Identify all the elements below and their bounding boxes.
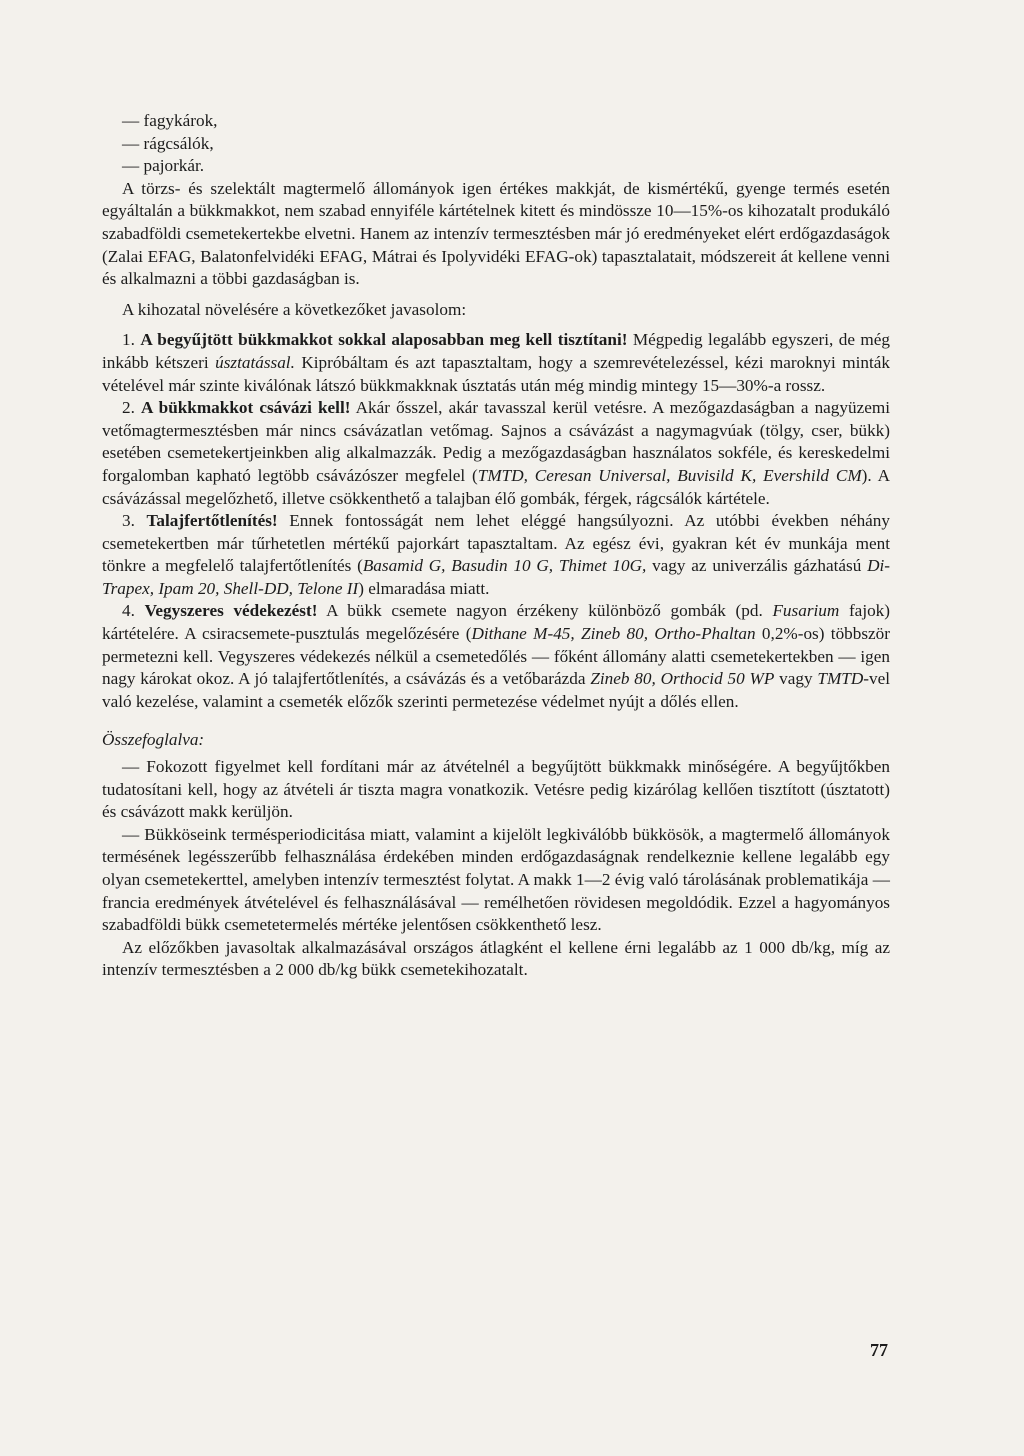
item-text: -vel való kezelése, valamint a csemeték előzők szerinti permetezése védelmet nyújt a dőlés ellen. bbox=[102, 669, 890, 711]
list-item: — fagykárok, bbox=[122, 111, 218, 130]
item-italic: úsztatással. bbox=[215, 352, 295, 372]
item-text: ). A csávázással megelőzhető, illetve csökkenthető a talajban élő gombák, férgek, rágcsálók kártétele. bbox=[102, 465, 891, 508]
item-text: 0,2%-os) többször permetezni kell. Vegyszeres védekezés nélkül a csemetedőlés — főként állomány alatti csemetekertekben — igen nagy károkat okoz. A jó talajfertőtlenítés, a csávázás és a vetőbarázda bbox=[102, 624, 890, 689]
item-text: Akár ősszel, akár tavasszal kerül vetésre. A mezőgazdaságban a nagyüzemi vetőmagtermesztésben már nincs csávázatlan vetőmag. Sajnos a csávázást a nagymagvúak (tölgy, cser, bükk) esetében csemetekertjeinkben alig alkalmazzák. Pedig a mezőgazdaságban használatos sokféle, és kereskedelmi forgalomban kapható legtöbb csávázószer megfelel ( bbox=[102, 398, 890, 485]
summary-paragraph: — Fokozott figyelmet kell fordítani már az átvételnél a begyűjtött bükkmakk minőségére. A begyűjtőkben tudatosítani kell, hogy az átvételi ár tiszta magra vonatkozik. Vetésre pedig kizárólag kellően tisztított (úsztatott) és csávázott makk kerüljön. bbox=[102, 757, 890, 822]
item-text: ) elmaradása miatt. bbox=[358, 578, 490, 598]
item-number: 4. bbox=[122, 601, 135, 621]
paragraph-lead: A kihozatal növelésére a következőket javasolom: bbox=[122, 299, 467, 319]
item-number: 1. bbox=[122, 330, 135, 350]
item-text: vagy bbox=[774, 669, 818, 689]
item-number: 2. bbox=[122, 398, 135, 418]
summary-heading: Összefoglalva: bbox=[102, 730, 205, 750]
numbered-item-2 bbox=[102, 397, 890, 510]
numbered-item-1 bbox=[102, 329, 890, 397]
item-italic: Dithane M-45, Zineb 80, Ortho-Phaltan bbox=[471, 624, 756, 644]
paragraph-intro: A törzs- és szelektált magtermelő állományok igen értékes makkját, de kismértékű, gyenge termés esetén egyáltalán a bükkmakkot, nem szabad ennyiféle kártételnek kitett és mindössze 10—15%-os kihozatalt produkáló szabadföldi csemetekertekbe elvetni. Hanem az intenzív termesztésben már jó eredményeket elért erdőgazdaságok (Zalai EFAG, Balatonfelvidéki EFAG, Mátrai és Ipolyvidéki EFAG-ok) tapasztalatait, módszereit át kellene venni és alkalmazni a többi gazdaságban is. bbox=[102, 178, 890, 289]
body-text bbox=[102, 110, 890, 982]
item-text: Kipróbáltam és azt tapasztaltam, hogy a szemrevételezéssel, kézi maroknyi minták vételével már szinte kiválónak látszó bükkmakknak úsztatás után még mindig mintegy 15—30%-a rossz. bbox=[102, 352, 890, 395]
item-italic: Basamid G, Basudin 10 G, Thimet 10G, bbox=[362, 556, 647, 576]
item-heading: Vegyszeres védekezést! bbox=[144, 601, 318, 621]
page-number: 77 bbox=[870, 1340, 888, 1360]
numbered-item-4 bbox=[102, 600, 890, 713]
numbered-item-3 bbox=[102, 510, 890, 600]
list-item: — pajorkár. bbox=[122, 156, 205, 176]
item-heading: A begyűjtött bükkmakkot sokkal alaposabban meg kell tisztítani! bbox=[140, 330, 628, 350]
item-heading: Talajfertőtlenítés! bbox=[146, 511, 278, 531]
summary-paragraph: — Bükköseink termésperiodicitása miatt, valamint a kijelölt legkiválóbb bükkösök, a magtermelő állományok termésének legésszerűbb felhasználása érdekében minden erdőgazdaságnak rendelkeznie kellene legalább egy olyan csemetekerttel, amelyben intenzív termesztést folytat. A makk 1—2 évig való tárolásának problematikája — francia eredmények átvételével és felhasználásával — remélhetően rövidesen megoldódik. Ezzel a hagyományos szabadföldi bükk csemetetermelés mértéke jelentősen csökkenthető lesz. bbox=[102, 824, 890, 935]
list-item: — rágcsálók, bbox=[122, 133, 214, 153]
item-text: A bükk csemete nagyon érzékeny különböző gombák (pd. bbox=[317, 601, 773, 621]
item-italic: TMTD, Ceresan Universal, Buvisild K, Evershild CM bbox=[477, 465, 862, 485]
item-text: Mégpedig legalább egyszeri, de még inkább kétszeri bbox=[102, 330, 891, 372]
item-text: vagy az univerzális gázhatású bbox=[646, 556, 868, 576]
summary-paragraph: Az előzőkben javasoltak alkalmazásával országos átlagként el kellene érni legalább az 1 000 db/kg, míg az intenzív termesztésben a 2 000 db/kg bükk csemetekihozatalt. bbox=[102, 937, 890, 980]
item-number: 3. bbox=[122, 511, 135, 531]
item-italic: Di-Trapex, Ipam 20, Shell-DD, Telone II bbox=[102, 556, 890, 598]
item-italic: Fusarium bbox=[772, 601, 840, 621]
item-text: fajok) kártételére. A csiracsemete-pusztulás megelőzésére ( bbox=[102, 601, 890, 644]
item-italic: Zineb 80, Orthocid 50 WP bbox=[590, 669, 775, 689]
item-text: Ennek fontosságát nem lehet eléggé hangsúlyozni. Az utóbbi években néhány csemetekertben már tűrhetetlen mértékű pajorkárt tapasztaltam. Az egész évi, gyakran két év munkája ment tönkre a megfelelő talajfertőtlenítés ( bbox=[102, 511, 890, 576]
item-heading: A bükkmakkot csávázi kell! bbox=[141, 398, 351, 418]
item-italic: TMTD bbox=[817, 669, 864, 689]
